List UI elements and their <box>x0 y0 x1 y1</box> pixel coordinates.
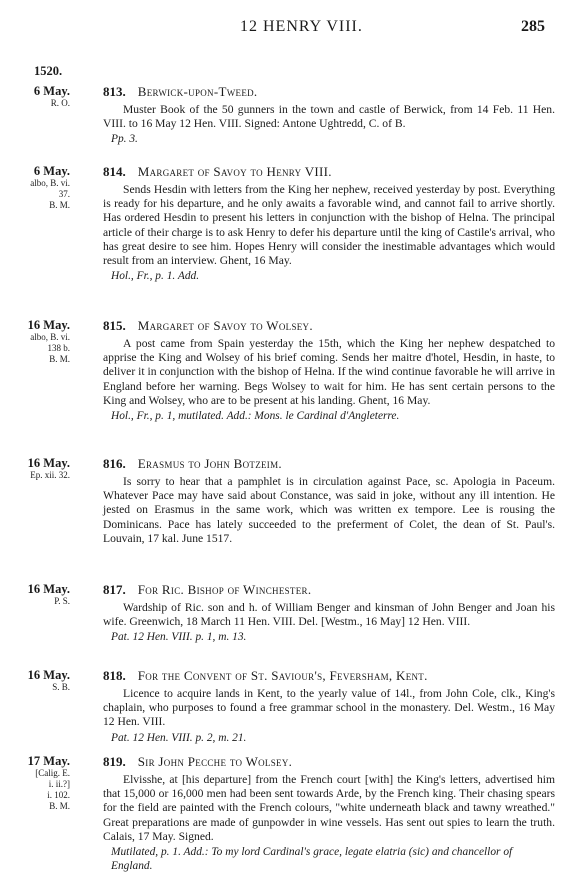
entry-subject: For Ric. Bishop of Winchester. <box>137 582 312 597</box>
year-heading: 1520. <box>34 64 63 78</box>
entry-note: Hol., Fr., p. 1. Add. <box>111 270 200 283</box>
entry-heading <box>103 582 555 597</box>
entry-source: [Calig. E. i. ii.?] i. 102. B. M. <box>35 768 70 811</box>
entry-date: 16 May. <box>27 318 70 332</box>
running-title: 12 HENRY VIII. <box>240 18 363 35</box>
entry-margin <box>0 668 70 693</box>
entry-source: albo, B. vi. 37. B. M. <box>30 178 70 210</box>
entry-date: 17 May. <box>27 754 70 768</box>
page-number: 285 <box>521 18 545 35</box>
entry-margin <box>0 84 70 109</box>
entry-text: Wardship of Ric. son and h. of William Benger and kinsman of John Benger and Joan his wife. Greenwich, 18 March 11 Hen. VIII. Del. [Westm., 16 May] 12 Hen. VIII. <box>103 601 555 629</box>
entry-text: Sends Hesdin with letters from the King her nephew, received yesterday by post. Everything is ready for his departure, and he only awaits a favorable wind, and cannot fail to arrive shortly. Has ordered Hesdin to present his letters in conjunction with the bishop of Helna. The principal article of their charge is to ask Henry to defer his departure until the king of Castile's arrival, who has great desire to see him. Hopes Henry will consider the inestimable advantages which would result from an interview. Ghent, 16 May. <box>103 183 555 268</box>
entry-margin <box>0 456 70 481</box>
entry-number: 817. <box>103 582 126 597</box>
entry-heading <box>103 318 555 333</box>
entry-body <box>103 456 555 546</box>
entry-margin <box>0 318 70 365</box>
entry-subject: Margaret of Savoy to Henry VIII. <box>137 164 332 179</box>
entry-subject: Sir John Pecche to Wolsey. <box>137 754 293 769</box>
entry-body <box>103 84 555 146</box>
entry-heading <box>103 668 555 683</box>
entry-text: A post came from Spain yesterday the 15th, which the King her nephew despatched to apprise the King and Wolsey of his brief coming. Sends her maitre d'hotel, Hesdin, in haste, to deliver it in conjunction with the bishop of Helna. If the wind continue favorable he will arrive in England before her warning. Begs Wolsey to wait for him. He has sent certain persons to the King and Wolsey, who are to be present at his landing. Ghent, 16 May. <box>103 337 555 407</box>
entry-text: Muster Book of the 50 gunners in the town and castle of Berwick, from 14 Feb. 11 Hen. VIII. to 16 May 12 Hen. VIII. Signed: Antone Ughtredd, C. of B. <box>103 103 555 131</box>
entry-heading <box>103 84 555 99</box>
entry-number: 813. <box>103 84 126 99</box>
entry-date: 16 May. <box>27 456 70 470</box>
entry-margin <box>0 164 70 211</box>
entry-subject: Erasmus to John Botzeim. <box>137 456 282 471</box>
entry-note: Mutilated, p. 1. Add.: To my lord Cardinal's grace, legate elatria (sic) and chancellor of England. <box>111 846 513 873</box>
entry-date: 6 May. <box>33 164 70 178</box>
entry-note: Hol., Fr., p. 1, mutilated. Add.: Mons. le Cardinal d'Angleterre. <box>111 410 400 423</box>
entry-number: 814. <box>103 164 126 179</box>
entry-number: 819. <box>103 754 126 769</box>
entry-date: 16 May. <box>27 668 70 682</box>
entry-date: 6 May. <box>33 84 70 98</box>
entry-number: 816. <box>103 456 126 471</box>
entry-body <box>103 668 555 745</box>
entry-text: Elvisshe, at [his departure] from the French court [with] the King's letters, advertised him that 15,000 or 16,000 men had been sent towards Arde, by the French king. Their chasing spears for the field are painted with the French colours, "white underneath black and tawny wreathed." Great preparations are made of gunpowder in wine vessels. Has sent out spies to learn the truth. Calais, 17 May. Signed. <box>103 773 555 843</box>
entry-subject: For the Convent of St. Saviour's, Feversham, Kent. <box>137 668 428 683</box>
entry-subject: Margaret of Savoy to Wolsey. <box>137 318 313 333</box>
entry-body <box>103 582 555 644</box>
entry-number: 815. <box>103 318 126 333</box>
entry-source: albo, B. vi. 138 b. B. M. <box>30 332 70 364</box>
entry-body <box>103 754 555 873</box>
entry-body <box>103 318 555 423</box>
entry-text: Licence to acquire lands in Kent, to the yearly value of 14l., from John Cole, clk., King's chaplain, who purposes to found a free grammar school in the monastery. Del. Westm., 16 May 12 Hen. VIII. <box>103 687 555 729</box>
entry-note: Pat. 12 Hen. VIII. p. 2, m. 21. <box>111 731 247 744</box>
entry-source: R. O. <box>50 98 70 108</box>
entry-source: S. B. <box>52 682 70 692</box>
entry-text: Is sorry to hear that a pamphlet is in circulation against Pace, sc. Apologia in Paceum. Whatever Pace may have said about Constance, was said in joke, without any ill intention. He jested on Erasmus in the same work, which was written ex tempore. Lee is rousing the Dominicans. Pace has lately succeeded to the preferment of Colet, the dean of St. Paul's. Louvain, 17 kal. June 1517. <box>103 475 555 545</box>
running-head <box>0 18 567 40</box>
entry-heading <box>103 754 555 769</box>
entry-date: 16 May. <box>27 582 70 596</box>
entry-margin <box>0 754 70 812</box>
entry-body <box>103 164 555 283</box>
entry-source: P. S. <box>54 596 70 606</box>
entry-note: Pat. 12 Hen. VIII. p. 1, m. 13. <box>111 631 247 644</box>
entry-note: Pp. 3. <box>111 133 138 146</box>
entry-margin <box>0 582 70 607</box>
entry-subject: Berwick-upon-Tweed. <box>137 84 258 99</box>
entry-heading <box>103 456 555 471</box>
entry-number: 818. <box>103 668 126 683</box>
entry-heading <box>103 164 555 179</box>
entry-source: Ep. xii. 32. <box>30 470 70 480</box>
